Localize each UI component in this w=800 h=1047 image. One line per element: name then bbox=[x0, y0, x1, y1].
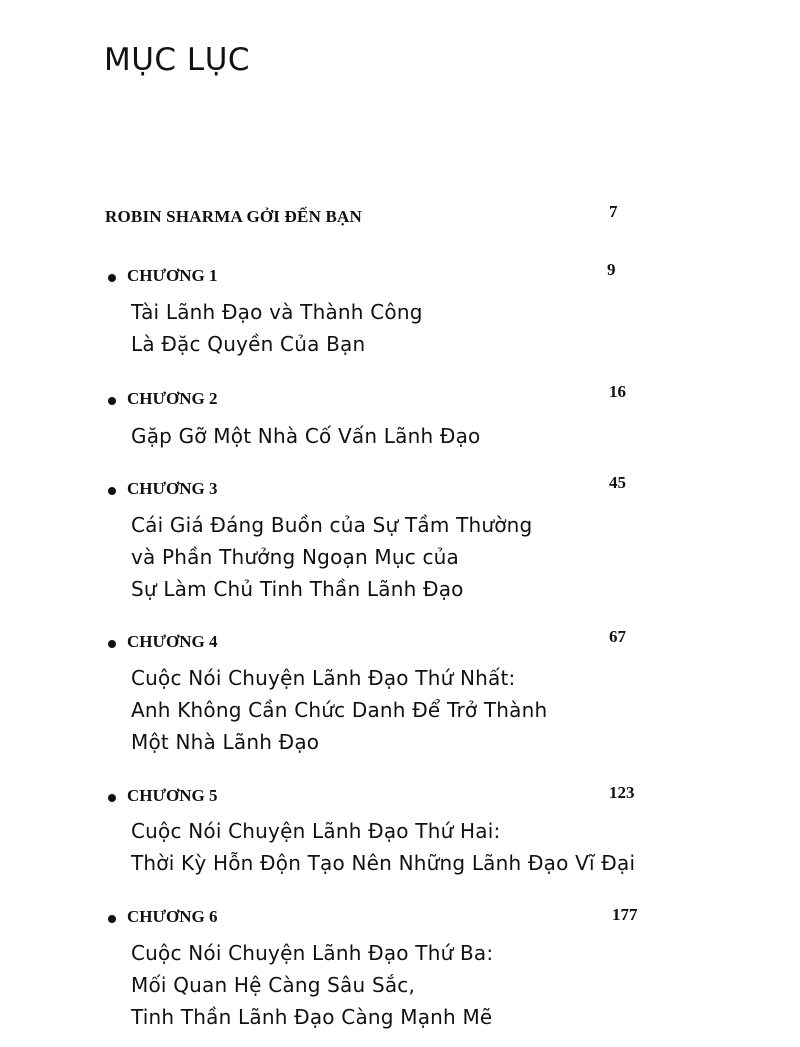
chapter-3-page: 45 bbox=[609, 473, 626, 492]
intro-entry-title: ROBIN SHARMA GỞI ĐẾN BẠN bbox=[105, 207, 362, 226]
chapter-label: CHƯƠNG 4 bbox=[127, 632, 218, 651]
bullet-icon bbox=[108, 640, 116, 648]
chapter-3-heading bbox=[108, 479, 218, 499]
title-line: và Phần Thưởng Ngoạn Mục của bbox=[131, 545, 460, 569]
chapter-label: CHƯƠNG 6 bbox=[127, 907, 218, 926]
title-line: Cuộc Nói Chuyện Lãnh Đạo Thứ Hai: bbox=[131, 819, 501, 843]
page-title: MỤC LỤC bbox=[104, 42, 251, 78]
title-line: Gặp Gỡ Một Nhà Cố Vấn Lãnh Đạo bbox=[131, 424, 481, 448]
chapter-6-page: 177 bbox=[612, 905, 638, 924]
chapter-2-heading bbox=[108, 389, 218, 409]
bullet-icon bbox=[108, 274, 116, 282]
title-line: Là Đặc Quyền Của Bạn bbox=[131, 332, 366, 356]
chapter-5-title bbox=[131, 815, 635, 879]
chapter-1-page: 9 bbox=[607, 260, 616, 279]
chapter-4-page: 67 bbox=[609, 627, 626, 646]
title-line: Mối Quan Hệ Càng Sâu Sắc, bbox=[131, 973, 416, 997]
bullet-icon bbox=[108, 794, 116, 802]
intro-entry-page: 7 bbox=[609, 202, 618, 221]
chapter-3-title bbox=[131, 509, 532, 605]
chapter-2-page: 16 bbox=[609, 382, 626, 401]
title-line: Cái Giá Đáng Buồn của Sự Tầm Thường bbox=[131, 513, 533, 537]
title-line: Cuộc Nói Chuyện Lãnh Đạo Thứ Ba: bbox=[131, 941, 494, 965]
title-line: Thời Kỳ Hỗn Độn Tạo Nên Những Lãnh Đạo Vĩ Đại bbox=[131, 851, 636, 875]
title-line: Một Nhà Lãnh Đạo bbox=[131, 730, 320, 754]
chapter-5-page: 123 bbox=[609, 783, 635, 802]
title-line: Tinh Thần Lãnh Đạo Càng Mạnh Mẽ bbox=[131, 1005, 493, 1029]
title-line: Sự Làm Chủ Tinh Thần Lãnh Đạo bbox=[131, 577, 464, 601]
chapter-6-heading bbox=[108, 907, 218, 927]
chapter-4-title bbox=[131, 662, 547, 758]
chapter-label: CHƯƠNG 5 bbox=[127, 786, 218, 805]
bullet-icon bbox=[108, 487, 116, 495]
chapter-label: CHƯƠNG 1 bbox=[127, 266, 218, 285]
bullet-icon bbox=[108, 915, 116, 923]
chapter-label: CHƯƠNG 3 bbox=[127, 479, 218, 498]
chapter-1-heading bbox=[108, 266, 218, 286]
title-line: Cuộc Nói Chuyện Lãnh Đạo Thứ Nhất: bbox=[131, 666, 516, 690]
chapter-4-heading bbox=[108, 632, 218, 652]
title-line: Anh Không Cần Chức Danh Để Trở Thành bbox=[131, 698, 548, 722]
chapter-label: CHƯƠNG 2 bbox=[127, 389, 218, 408]
chapter-2-title bbox=[131, 420, 480, 452]
bullet-icon bbox=[108, 397, 116, 405]
title-line: Tài Lãnh Đạo và Thành Công bbox=[131, 300, 423, 324]
chapter-1-title bbox=[131, 296, 423, 360]
chapter-6-title bbox=[131, 937, 493, 1033]
chapter-5-heading bbox=[108, 786, 218, 806]
